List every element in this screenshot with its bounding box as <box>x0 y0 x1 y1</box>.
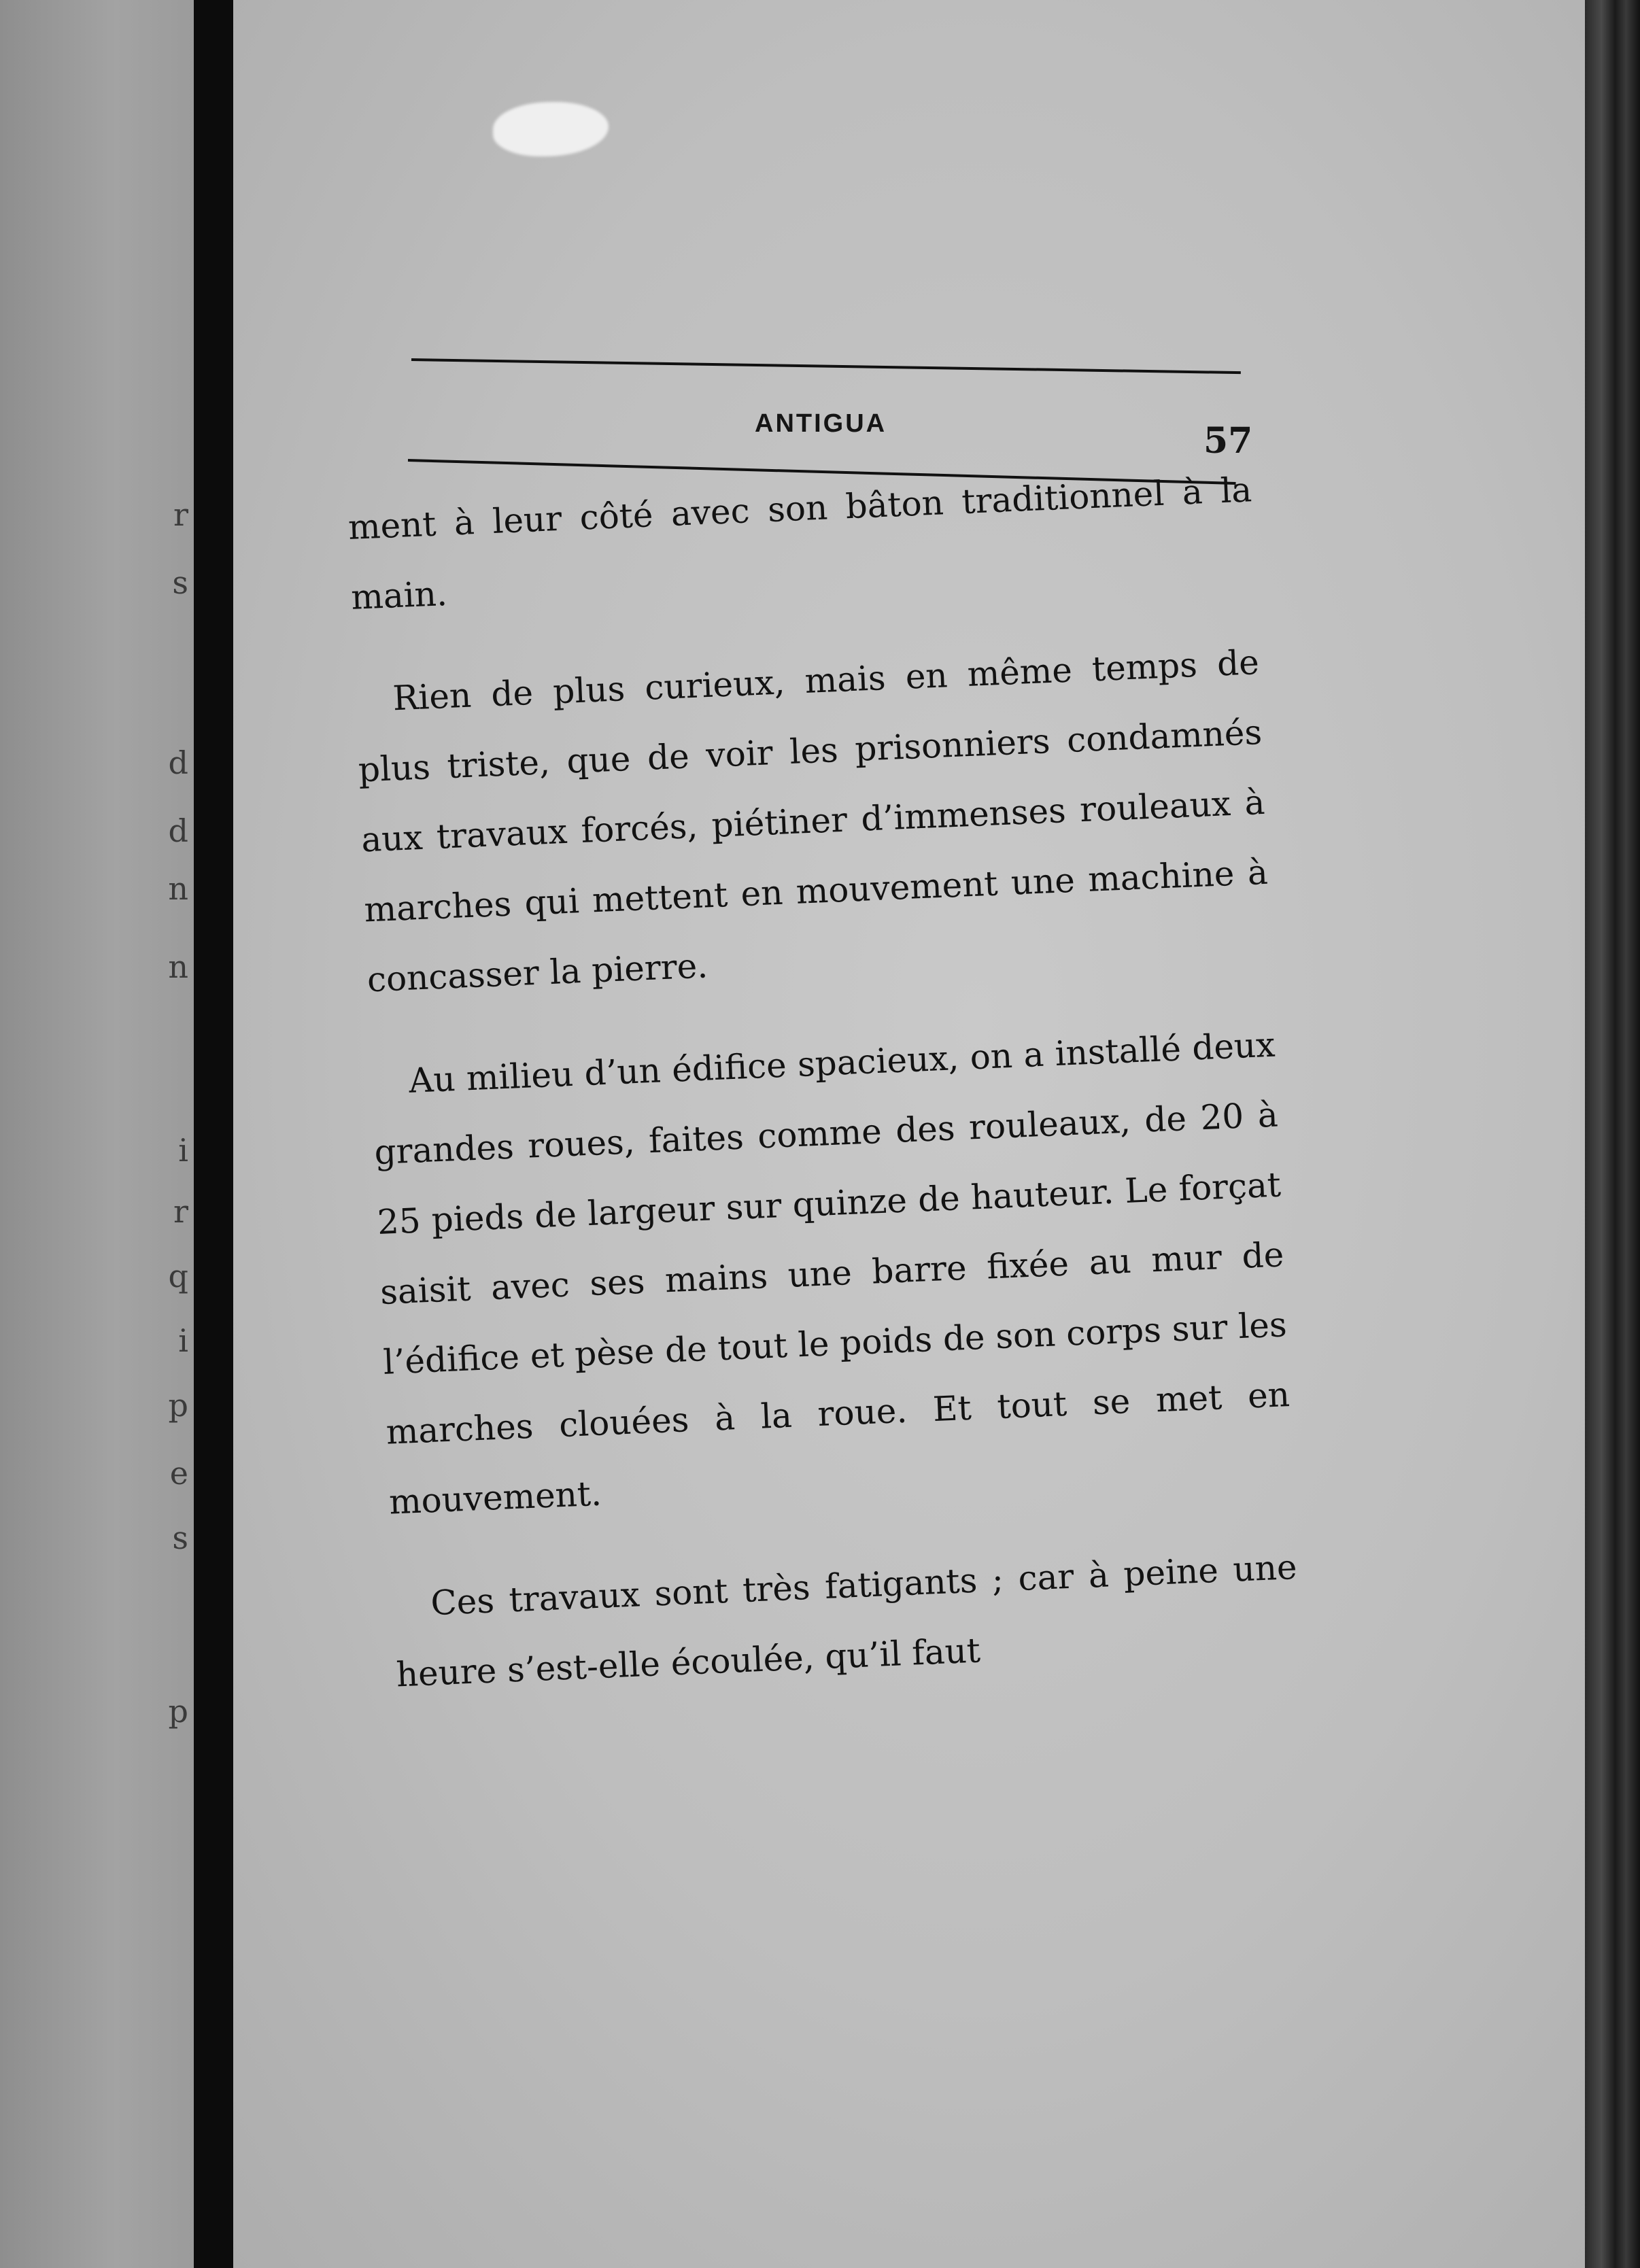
page-body <box>347 455 1308 1851</box>
paragraph: ment à leur côté avec son bâton traditionnel à la main. <box>347 470 1253 617</box>
left-edge-letter: n <box>168 870 188 907</box>
page-stack-edge <box>1585 0 1640 2268</box>
book-gutter <box>194 0 233 2268</box>
paragraph: Rien de plus curieux, mais en même temps de plus triste, que de voir les prisonniers condamnés aux travaux forcés, piétiner d’immenses rouleaux à marches qui mettent en mouvement une machine à concasser la pierre. <box>357 642 1269 1000</box>
running-title: ANTIGUA <box>755 409 887 438</box>
left-edge-letter: e <box>169 1455 188 1492</box>
left-edge-letter: d <box>168 744 188 781</box>
left-edge-letter: q <box>168 1258 188 1294</box>
left-edge-letter: n <box>168 948 188 985</box>
left-edge-letter: p <box>168 1387 188 1424</box>
paragraph: Ces travaux sont très fatigants ; car à peine une heure s’est-elle écoulée, qu’il faut <box>395 1547 1298 1695</box>
page-number: 57 <box>1203 420 1253 462</box>
left-edge-letter: i <box>178 1322 188 1359</box>
left-edge-letter: r <box>173 1193 188 1230</box>
left-edge-letter: r <box>173 496 188 533</box>
left-edge-letter: i <box>178 1132 188 1169</box>
left-edge-letter: d <box>168 812 188 849</box>
left-edge-letter: p <box>168 1693 188 1730</box>
left-edge-letter: s <box>172 1519 188 1556</box>
left-edge-letter: s <box>172 564 188 601</box>
left-page-edge-text <box>0 0 194 2268</box>
paragraph: Au milieu d’un édifice spacieux, on a installé deux grandes roues, faites comme des rouleaux, de 20 à 25 pieds de largeur sur quinze de hauteur. Le forçat saisit avec ses mains une barre fixée au mur de l’édifice et pèse de tout le poids de son corps sur les marches clouées à la roue. Et tout se met en mouvement. <box>373 1025 1291 1522</box>
